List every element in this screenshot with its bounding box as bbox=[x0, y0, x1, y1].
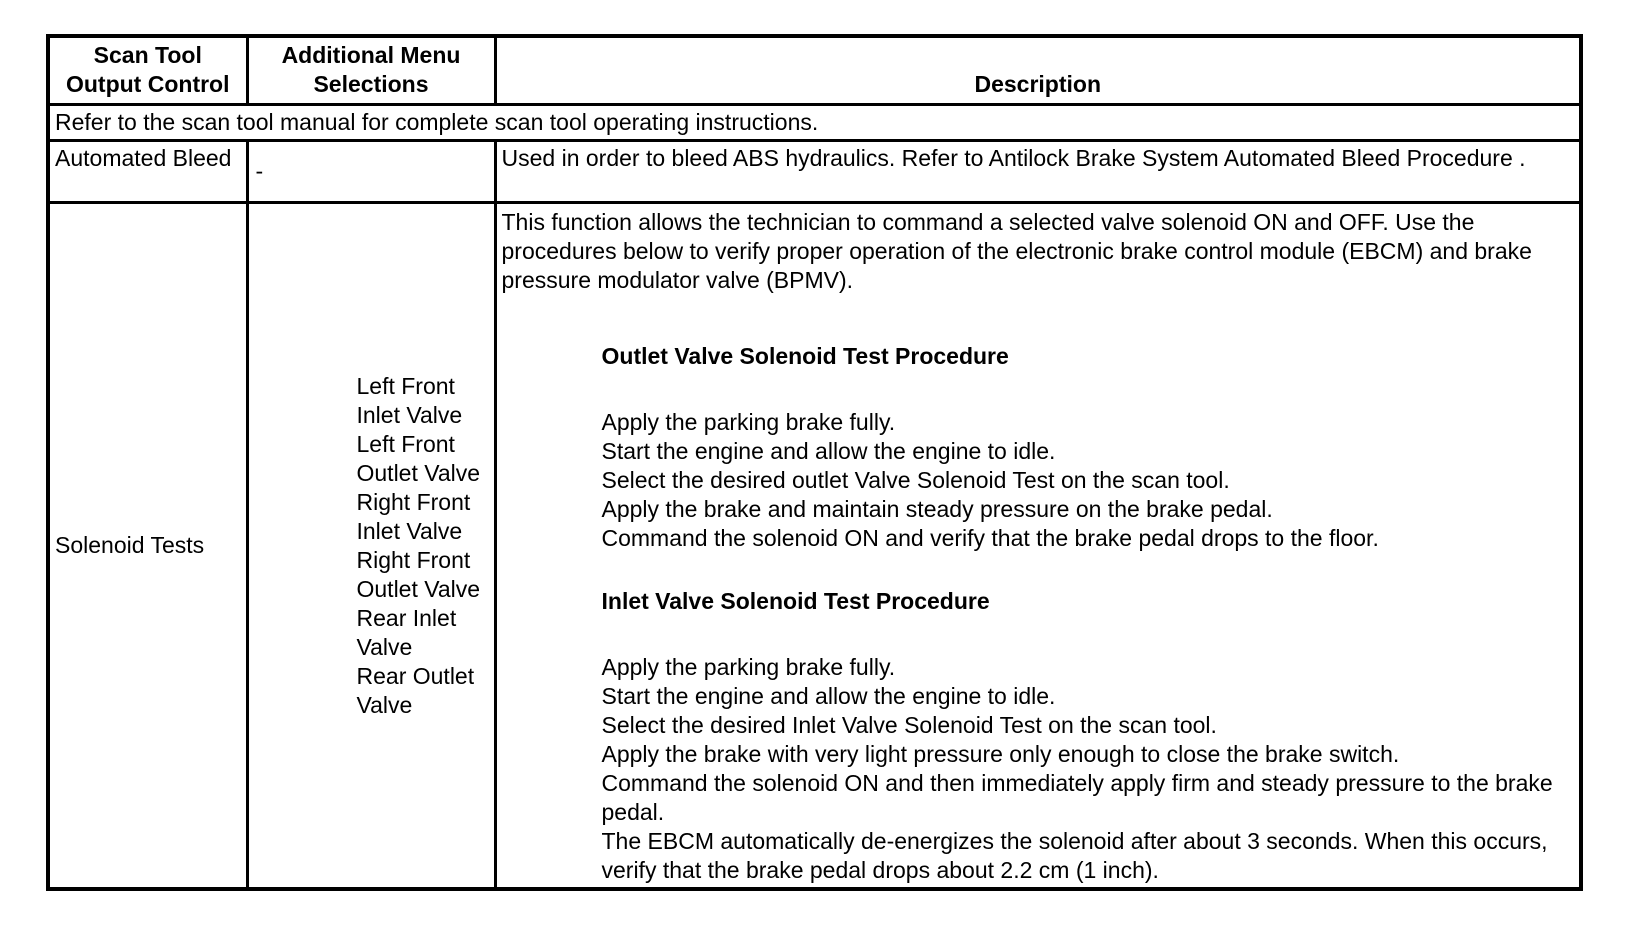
procedure-step: Command the solenoid ON and then immediately apply firm and steady pressure to the brake pedal. bbox=[601, 770, 1553, 825]
procedure-step: Start the engine and allow the engine to idle. bbox=[601, 683, 1056, 709]
scan-tool-manual-note: Refer to the scan tool manual for complete scan tool operating instructions. bbox=[48, 105, 1581, 141]
description-automated-bleed: Used in order to bleed ABS hydraulics. Refer to Antilock Brake System Automated Bleed Procedure . bbox=[495, 141, 1581, 203]
description-solenoid-tests bbox=[495, 203, 1581, 890]
outlet-procedure-steps bbox=[602, 408, 1575, 553]
control-automated-bleed: Automated Bleed bbox=[48, 141, 247, 203]
procedure-step: Select the desired Inlet Valve Solenoid Test on the scan tool. bbox=[601, 712, 1217, 738]
procedure-step: Select the desired outlet Valve Solenoid Test on the scan tool. bbox=[601, 467, 1230, 493]
inlet-procedure-steps bbox=[602, 653, 1575, 885]
procedure-step: The EBCM automatically de-energizes the solenoid after about 3 seconds. When this occurs, verify that the brake pedal drops about 2.2 cm (1 inch). bbox=[601, 828, 1548, 883]
menu-selection-cell bbox=[247, 141, 495, 203]
outlet-procedure-title: Outlet Valve Solenoid Test Procedure bbox=[601, 343, 1009, 369]
solenoid-menu-list bbox=[254, 372, 489, 720]
table-row bbox=[48, 203, 1581, 890]
menu-item-rear-inlet: Rear Inlet Valve bbox=[356, 604, 457, 660]
header-additional-menu-selections: Additional Menu Selections bbox=[247, 36, 495, 105]
solenoid-tests-intro: This function allows the technician to command a selected valve solenoid ON and OFF. Use the procedures below to verify proper operation of the electronic brake control module (EBCM) and brake pressure modulator valve (BPMV). bbox=[501, 209, 1532, 293]
procedure-step: Apply the brake and maintain steady pressure on the brake pedal. bbox=[601, 496, 1273, 522]
menu-item-rear-outlet: Rear Outlet Valve bbox=[356, 662, 475, 718]
procedure-step: Apply the parking brake fully. bbox=[601, 409, 896, 435]
menu-item-right-front-outlet: Right Front Outlet Valve bbox=[356, 546, 481, 602]
table-header-row bbox=[48, 36, 1581, 105]
control-solenoid-tests: Solenoid Tests bbox=[48, 203, 247, 890]
table-note-row bbox=[48, 105, 1581, 141]
menu-selections-cell bbox=[247, 203, 495, 890]
table-row bbox=[48, 141, 1581, 203]
menu-item-right-front-inlet: Right Front Inlet Valve bbox=[356, 488, 471, 544]
header-description: Description bbox=[495, 36, 1581, 105]
scan-tool-output-control-table bbox=[46, 34, 1583, 891]
inlet-valve-procedure bbox=[602, 587, 1575, 885]
outlet-valve-procedure bbox=[602, 342, 1575, 553]
procedure-step: Apply the parking brake fully. bbox=[601, 654, 896, 680]
menu-item-left-front-outlet: Left Front Outlet Valve bbox=[356, 430, 481, 486]
procedure-step: Start the engine and allow the engine to idle. bbox=[601, 438, 1056, 464]
procedure-step: Apply the brake with very light pressure only enough to close the brake switch. bbox=[601, 741, 1400, 767]
header-scan-tool-output-control: Scan Tool Output Control bbox=[48, 36, 247, 105]
menu-selection-empty: - bbox=[255, 158, 264, 184]
menu-item-left-front-inlet: Left Front Inlet Valve bbox=[356, 372, 463, 428]
inlet-procedure-title: Inlet Valve Solenoid Test Procedure bbox=[601, 588, 990, 614]
procedure-step: Command the solenoid ON and verify that the brake pedal drops to the floor. bbox=[601, 525, 1379, 551]
